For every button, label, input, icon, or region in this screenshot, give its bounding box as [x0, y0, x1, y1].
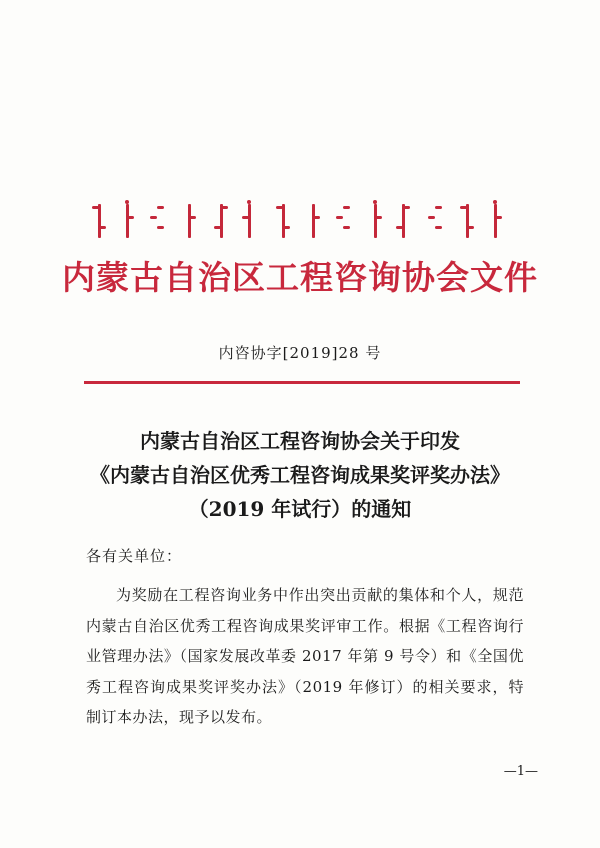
org-title: 内蒙古自治区工程咨询协会文件 [62, 258, 538, 297]
mongolian-script-header [92, 198, 502, 248]
mongolian-glyph [92, 198, 106, 248]
body-paragraph: 为奖励在工程咨询业务中作出突出贡献的集体和个人，规范内蒙古自治区优秀工程咨询成果奖评审工作。根据《工程咨询行业管理办法》（国家发展改革委 2017 年第 9 号令）和《全国优秀工程咨询成果奖评奖办法》（2019 年修订）的相关要求，特制订本办法，现予以发布。 [86, 586, 524, 726]
mongolian-glyph [150, 198, 164, 248]
notice-title-line-3: （2019 年试行）的通知 [188, 497, 412, 521]
mongolian-glyph [336, 198, 350, 248]
mongolian-glyph [214, 198, 228, 248]
red-divider [84, 381, 520, 384]
mongolian-glyph [488, 198, 502, 248]
page-number: —1— [503, 764, 538, 779]
mongolian-glyph [306, 198, 320, 248]
salutation: 各有关单位： [86, 547, 183, 565]
doc-number: 内咨协字[2019]28 号 [218, 344, 382, 362]
mongolian-glyph [428, 198, 442, 248]
mongolian-glyph [460, 198, 474, 248]
notice-title-line-2: 《内蒙古自治区优秀工程咨询成果奖评奖办法》 [90, 463, 510, 487]
mongolian-glyph [368, 198, 382, 248]
mongolian-glyph [396, 198, 410, 248]
mongolian-glyph [120, 198, 134, 248]
mongolian-glyph [276, 198, 290, 248]
mongolian-glyph [242, 198, 256, 248]
notice-title-line-1: 内蒙古自治区工程咨询协会关于印发 [140, 429, 460, 453]
mongolian-glyph [182, 198, 196, 248]
